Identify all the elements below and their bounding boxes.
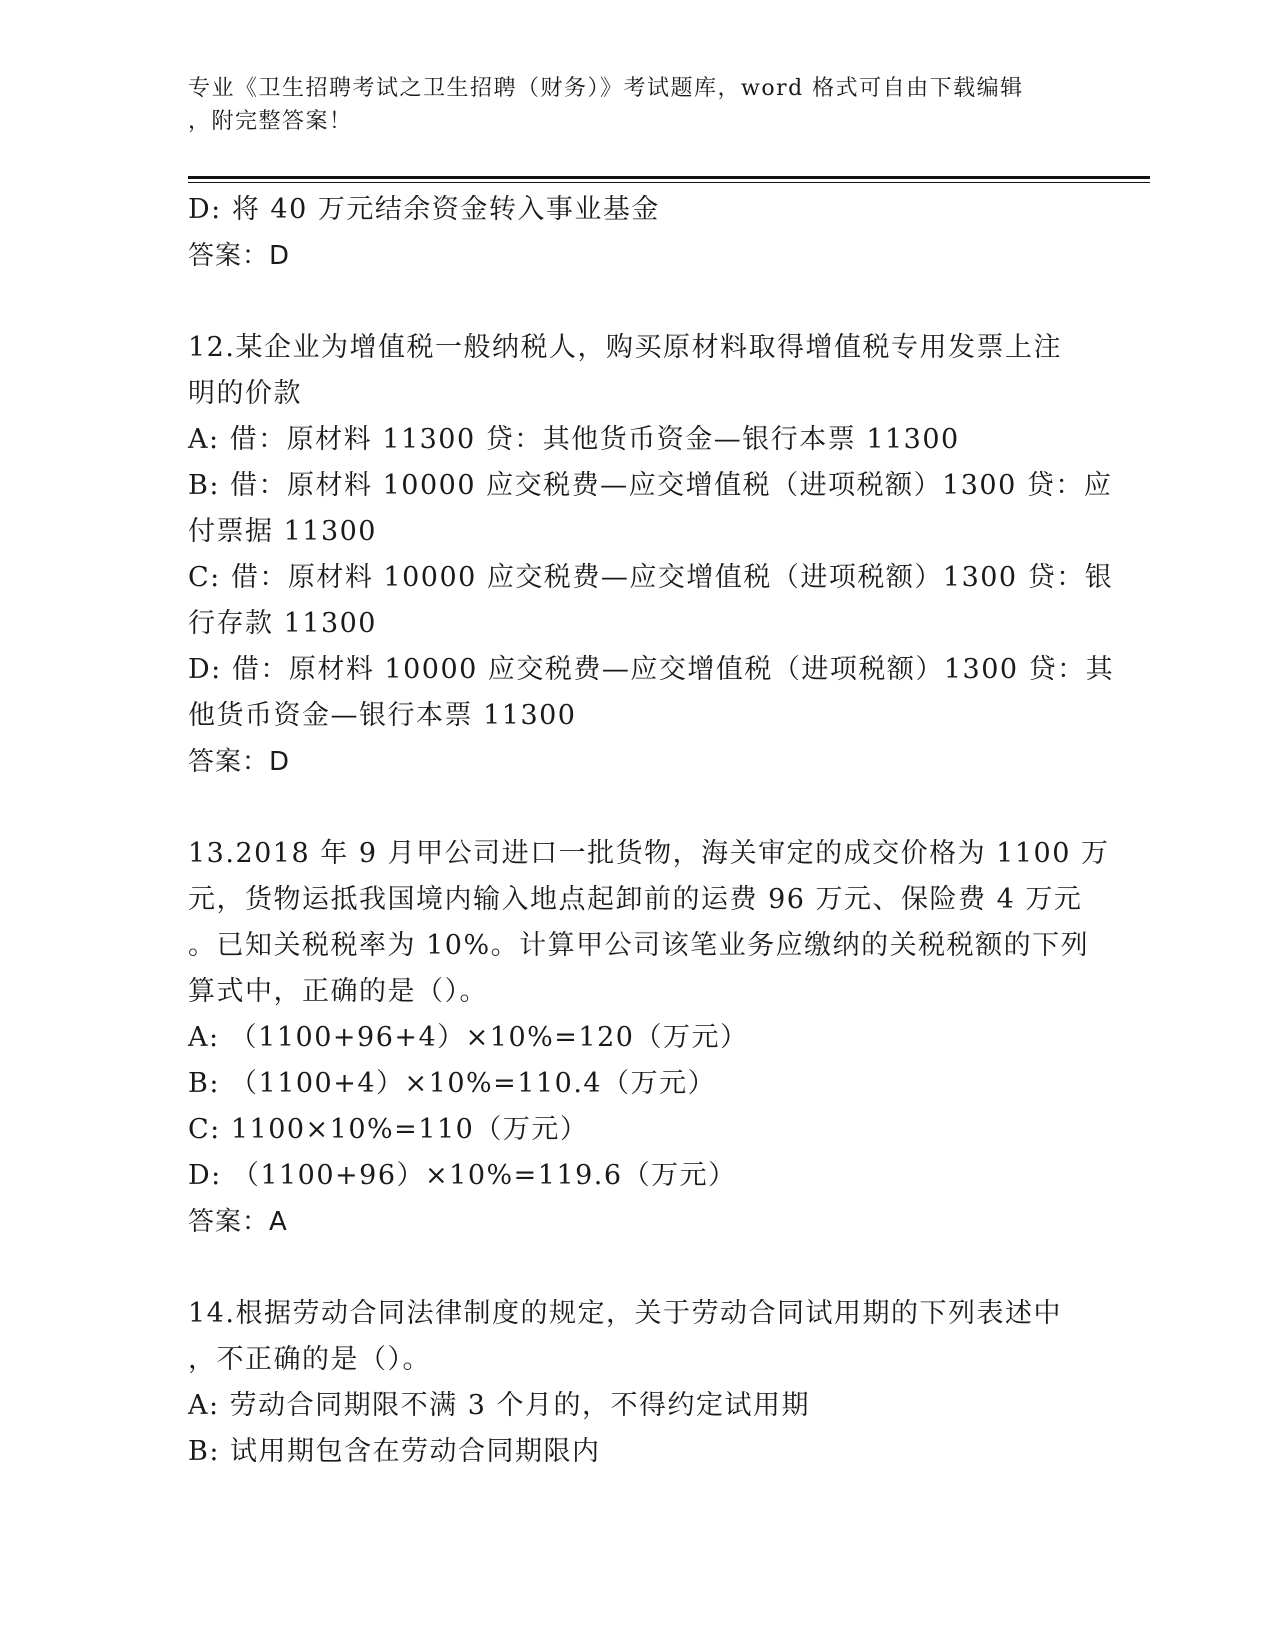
- question-13: [188, 831, 1110, 1245]
- question-stem: 明的价款: [188, 378, 302, 409]
- option-a: A: （1100+96+4）×10%=120（万元）: [188, 1022, 749, 1053]
- option-a: A: 借：原材料 11300 贷：其他货币资金—银行本票 11300: [188, 424, 960, 455]
- question-stem: 13.2018 年 9 月甲公司进口一批货物，海关审定的成交价格为 1100 万: [188, 838, 1110, 869]
- question-11-tail: [188, 187, 1088, 279]
- option-c: C: 借：原材料 10000 应交税费—应交增值税（进项税额）1300 贷：银: [188, 562, 1114, 593]
- question-12: [188, 325, 1115, 785]
- option-d: 他货币资金—银行本票 11300: [188, 700, 577, 731]
- option-d: D: 将 40 万元结余资金转入事业基金: [188, 194, 660, 225]
- option-c: 行存款 11300: [188, 608, 377, 639]
- question-stem: 元，货物运抵我国境内输入地点起卸前的运费 96 万元、保险费 4 万元: [188, 884, 1083, 915]
- option-d: D: 借：原材料 10000 应交税费—应交增值税（进项税额）1300 贷：其: [188, 654, 1115, 685]
- answer: 答案：D: [188, 241, 291, 271]
- header-divider-thin: [188, 182, 1150, 183]
- option-c: C: 1100×10%=110（万元）: [188, 1114, 589, 1145]
- answer: 答案：A: [188, 1207, 288, 1237]
- option-b: B: 借：原材料 10000 应交税费—应交增值税（进项税额）1300 贷：应: [188, 470, 1113, 501]
- question-stem: 14.根据劳动合同法律制度的规定，关于劳动合同试用期的下列表述中: [188, 1298, 1062, 1329]
- question-stem: 。已知关税税率为 10%。计算甲公司该笔业务应缴纳的关税税额的下列: [188, 930, 1090, 961]
- question-stem: ，不正确的是（）。: [188, 1344, 431, 1375]
- option-b: 付票据 11300: [188, 516, 377, 547]
- header-line: ，附完整答案！: [188, 109, 353, 134]
- option-b: B: （1100+4）×10%=110.4（万元）: [188, 1068, 717, 1099]
- option-d: D: （1100+96）×10%=119.6（万元）: [188, 1160, 737, 1191]
- header-line: 专业《卫生招聘考试之卫生招聘（财务）》考试题库，word 格式可自由下载编辑: [188, 76, 1024, 101]
- question-14: [188, 1291, 1088, 1475]
- header-divider: [188, 176, 1150, 179]
- question-stem: 算式中，正确的是（）。: [188, 976, 488, 1007]
- option-a: A: 劳动合同期限不满 3 个月的，不得约定试用期: [188, 1390, 811, 1421]
- option-b: B: 试用期包含在劳动合同期限内: [188, 1436, 601, 1467]
- question-list: [188, 187, 1115, 1475]
- question-stem: 12.某企业为增值税一般纳税人，购买原材料取得增值税专用发票上注: [188, 332, 1062, 363]
- answer: 答案：D: [188, 747, 291, 777]
- document-header: [188, 72, 1088, 138]
